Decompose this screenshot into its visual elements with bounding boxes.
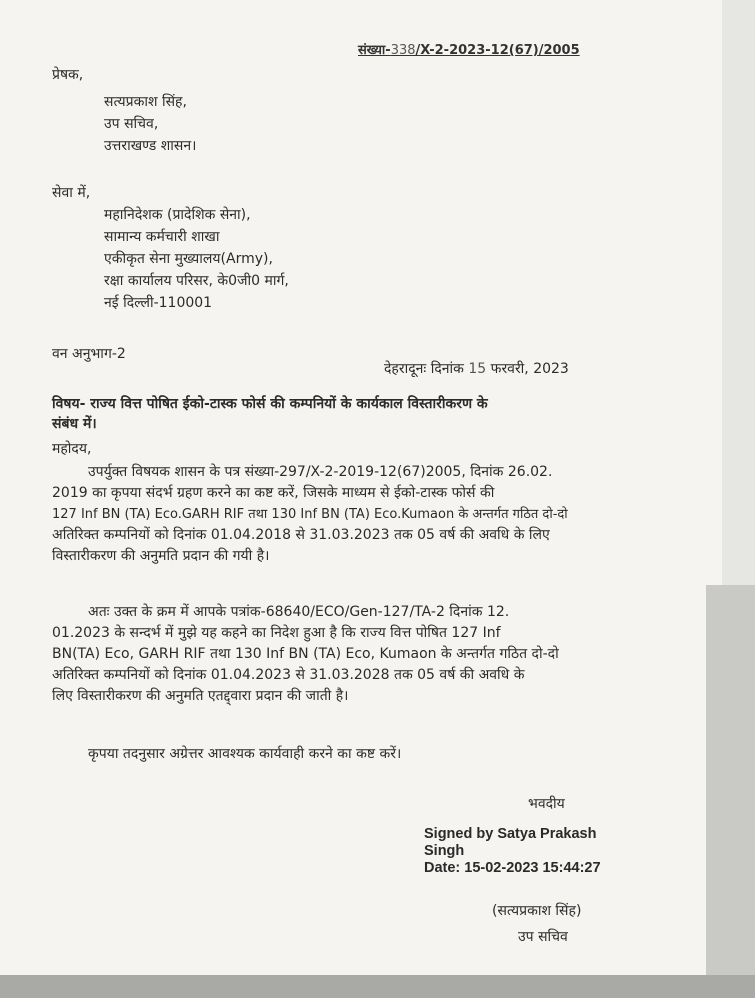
sender-line: सत्यप्रकाश सिंह, (104, 94, 187, 110)
sender-line: उत्तराखण्ड शासन। (104, 138, 197, 154)
subject-line: विषय- राज्य वित्त पोषित ईको-टास्क फोर्स की कम्पनियों के कार्यकाल विस्तारीकरण के (52, 396, 488, 412)
salutation: महोदय, (52, 441, 92, 457)
paragraph-line: अतिरिक्त कम्पनियों को दिनांक 01.04.2018 से 31.03.2023 तक 05 वर्ष की अवधि के लिए (52, 527, 550, 543)
paragraph-line: उपर्युक्त विषयक शासन के पत्र संख्या-297/X-2-2019-12(67)2005, दिनांक 26.02. (88, 464, 553, 480)
sender-line: उप सचिव, (104, 116, 159, 132)
recipient-block (104, 204, 289, 314)
background-edge (706, 585, 755, 998)
recipient-line: सामान्य कर्मचारी शाखा (104, 229, 220, 245)
paragraph-line: 01.2023 के सन्दर्भ में मुझे यह कहने का निदेश हुआ है कि राज्य वित्त पोषित 127 Inf (52, 625, 501, 641)
signature-line: Singh (424, 843, 465, 859)
signatory-name: (सत्यप्रकाश सिंह) (492, 903, 582, 919)
reference-number (358, 42, 580, 60)
reference-prefix: संख्या- (358, 43, 391, 58)
paragraph-line: BN(TA) Eco, GARH RIF तथा 130 Inf BN (TA) Eco, Kumaon के अन्तर्गत गठित दो-दो (52, 646, 559, 662)
date-day-handwritten: 15 (468, 361, 487, 377)
date-rest: फरवरी, 2023 (490, 361, 569, 377)
signature-line: Signed by Satya Prakash (424, 826, 597, 842)
letter-date (384, 360, 569, 378)
paragraph-1 (52, 462, 662, 567)
recipient-line: रक्षा कार्यालय परिसर, के0जी0 मार्ग, (104, 273, 289, 289)
sender-heading: प्रेषक, (52, 67, 84, 83)
paragraph-line: 127 Inf BN (TA) Eco.GARH RIF तथा 130 Inf BN (TA) Eco.Kumaon के अन्तर्गत गठित दो-दो (52, 507, 568, 522)
reference-handwritten-number: 338 (390, 43, 416, 58)
paragraph-line: अतः उक्त के क्रम में आपके पत्रांक-68640/ECO/Gen-127/TA-2 दिनांक 12. (88, 604, 510, 620)
subject (52, 394, 652, 434)
paragraph-line: 2019 का कृपया संदर्भ ग्रहण करने का कष्ट करें, जिसके माध्यम से ईको-टास्क फोर्स की (52, 485, 495, 501)
section-name: वन अनुभाग-2 (52, 346, 126, 362)
paragraph-3: कृपया तदनुसार अग्रेत्तर आवश्यक कार्यवाही करने का कष्ट करें। (88, 746, 402, 762)
signatory-designation: उप सचिव (518, 929, 568, 945)
recipient-line: नई दिल्ली-110001 (104, 295, 213, 311)
paragraph-line: विस्तारीकरण की अनुमति प्रदान की गयी है। (52, 548, 270, 564)
recipient-line: महानिदेशक (प्रादेशिक सेना), (104, 207, 251, 223)
background-edge (0, 975, 755, 998)
digital-signature (424, 826, 601, 877)
paragraph-line: लिए विस्तारीकरण की अनुमति एतद्द्वारा प्रदान की जाती है। (52, 688, 349, 704)
signature-date: Date: 15-02-2023 15:44:27 (424, 860, 601, 876)
subject-line: संबंध में। (52, 416, 97, 432)
paragraph-line: अतिरिक्त कम्पनियों को दिनांक 01.04.2023 से 31.03.2028 तक 05 वर्ष की अवधि के (52, 667, 525, 683)
sender-block (104, 91, 196, 157)
recipient-heading: सेवा में, (52, 185, 91, 201)
closing: भवदीय (528, 796, 565, 812)
date-prefix: देहरादूनः दिनांक (384, 361, 464, 377)
paragraph-2 (52, 602, 662, 707)
recipient-line: एकीकृत सेना मुख्यालय(Army), (104, 251, 273, 267)
reference-suffix: /X-2-2023-12(67)/2005 (415, 43, 580, 58)
